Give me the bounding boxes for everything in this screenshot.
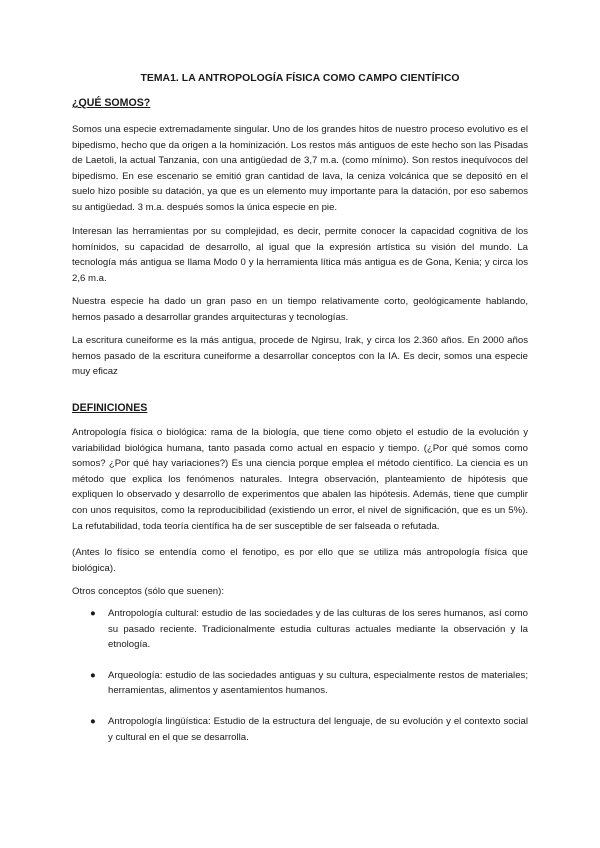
list-item-text: Antropología cultural: estudio de las sociedades y de las culturas de los seres humanos, así como su pasado reciente. Tradicionalmente estudia culturas actuales mediante la observación y la etnología. [108,608,528,651]
section-heading-definiciones: DEFINICIONES [72,402,148,414]
bullet-icon: ● [90,715,96,727]
paragraph-escritura: La escritura cuneiforme es la más antigua, procede de Ngirsu, Irak, y circa los 2.360 años. En 2000 años hemos pasado de la escritura cuneiforme a desarrollar conceptos con la IA. Es decir, somos una especie muy eficaz [72,335,528,378]
paragraph-bipedismo: Somos una especie extremadamente singular. Uno de los grandes hitos de nuestro proceso evolutivo es el bipedismo, hecho que da origen a la hominización. Los restos más antiguos de este hecho son las Pisadas de Laetoli, la actual Tanzania, con una antigüedad de 3,7 m.a. (como mínimo). Son restos inequívocos del bipedismo. En ese escenario se emitió gran cantidad de lava, la ceniza volcánica que se depositó en el suelo hizo posible su datación, ya que es un elemento muy importante para la datación, por eso sabemos su antigüedad. 3 m.a. después somos la única especie en pie. [72,124,528,213]
paragraph-herramientas: Interesan las herramientas por su complejidad, es decir, permite conocer la capacidad cognitiva de los homínidos, su capacidad de desarrollo, al igual que la expresión artística su visión del mundo. La tecnología más antigua se llama Modo 0 y la herramienta lítica más antigua es de Gona, Kenia; y circa los 2,6 m.a. [72,226,528,284]
bullet-icon: ● [90,608,96,619]
document-title: TEMA1. LA ANTROPOLOGÍA FÍSICA COMO CAMPO CIENTÍFICO [140,73,460,84]
paragraph-otros-conceptos: Otros conceptos (sólo que suenen): [72,586,224,597]
list-item [90,668,528,699]
paragraph-fenotipo: (Antes lo físico se entendía como el fenotipo, es por ello que se utiliza más antropología física que biológica). [72,547,528,574]
list-item [90,606,528,653]
list-item-text: Antropología lingüística: Estudio de la estructura del lenguaje, de su evolución y el contexto social y cultural en el que se desarrolla. [108,715,528,743]
bullet-icon: ● [90,669,96,681]
paragraph-gran-paso: Nuestra especie ha dado un gran paso en un tiempo relativamente corto, geológicamente hablando, hemos pasado a desarrollar grandes arquitecturas y tecnologías. [72,296,528,323]
list-item-text: Arqueología: estudio de las sociedades antiguas y su cultura, especialmente restos de materiales; herramientas, alimentos y asentamientos humanos. [108,669,528,697]
concepts-list [90,606,528,760]
section-heading-que-somos: ¿QUÉ SOMOS? [72,97,151,109]
list-item [90,714,528,745]
paragraph-antropologia-fisica: Antropología física o biológica: rama de la biología, que tiene como objeto el estudio de la evolución y variabilidad biológica humana, tanto pasada como actual en espacio y tiempo. (¿Por qué somos como somos? ¿Por qué hay variaciones?) Es una ciencia porque emplea el método científico. La ciencia es un método que explica los fenómenos naturales. Integra observación, planteamiento de hipótesis que expliquen lo observado y desarrollo de experimentos que abalen las hipótesis. Además, tiene que cumplir con unos requisitos, como la reproducibilidad (existiendo un error, el nivel de significación, que es un 5%). La refutabilidad, toda teoría científica ha de ser susceptible de ser falseada o refutada. [72,427,528,532]
